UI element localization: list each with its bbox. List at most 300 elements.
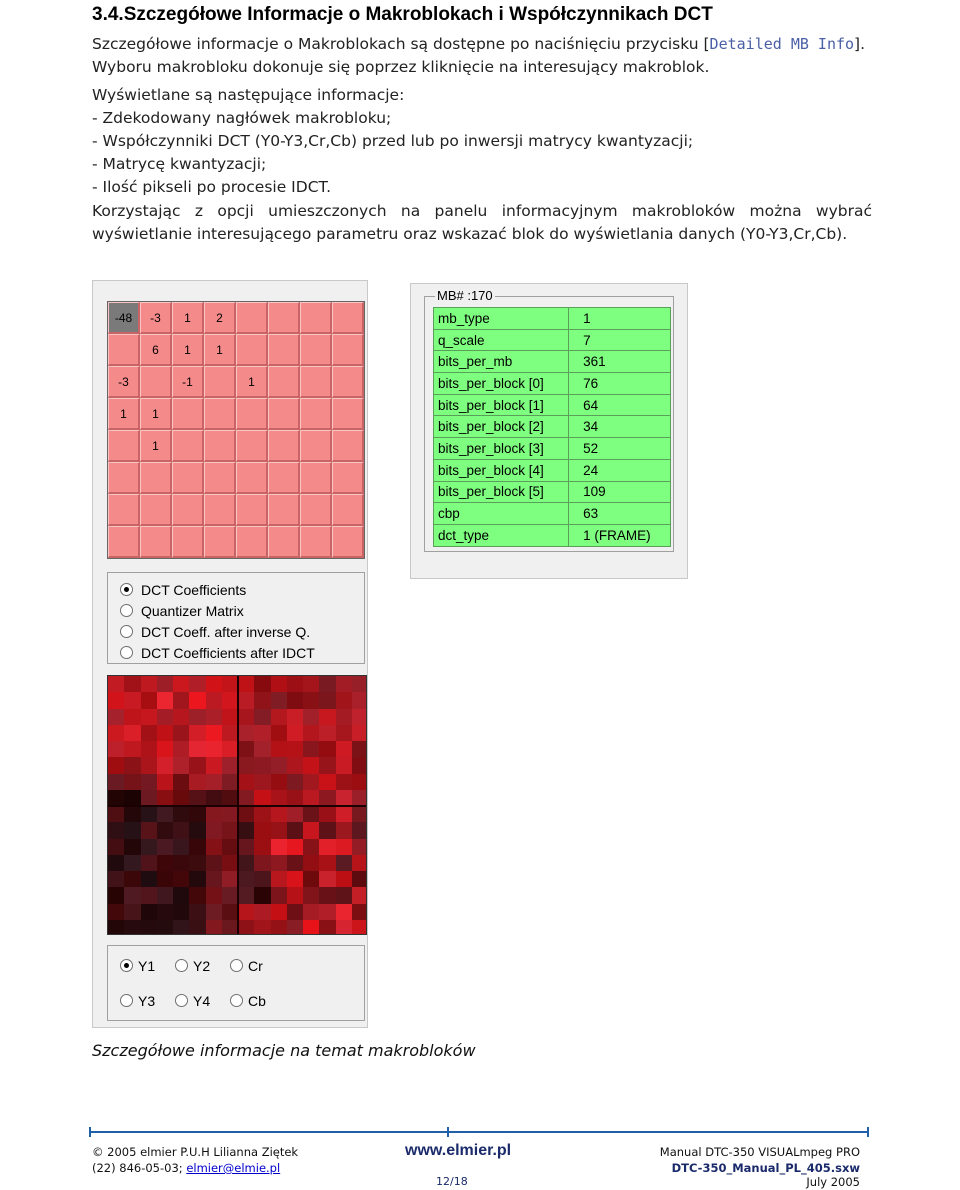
pixel <box>189 871 205 887</box>
pixel <box>222 887 238 903</box>
pixel <box>141 741 157 757</box>
dct-cell[interactable] <box>172 494 204 526</box>
footer-file-name: DTC-350_Manual_PL_405.sxw <box>671 1161 860 1175</box>
pixel <box>173 855 189 871</box>
footer-rule <box>89 1131 869 1133</box>
pixel <box>352 855 367 871</box>
pixel <box>141 757 157 773</box>
pixel <box>124 839 140 855</box>
pixel <box>238 920 254 935</box>
display-mode-option[interactable] <box>108 600 364 621</box>
pixel <box>124 676 140 692</box>
pixel <box>319 741 335 757</box>
pixel <box>352 757 367 773</box>
dct-cell[interactable]: 1 <box>140 430 172 462</box>
mb-info-field: dct_type <box>434 524 569 546</box>
footer-website[interactable]: www.elmier.pl <box>405 1142 512 1159</box>
pixel <box>173 920 189 935</box>
footer-phone: (22) 846-05-03; <box>92 1161 187 1175</box>
pixel <box>206 904 222 920</box>
pixel <box>173 806 189 822</box>
dct-cell[interactable] <box>332 526 364 558</box>
mb-coefficients-panel <box>92 280 368 1028</box>
mb-info-value: 7 <box>569 329 671 351</box>
pixel <box>303 725 319 741</box>
detailed-mb-info-label: Detailed MB Info <box>709 35 855 53</box>
dct-cell[interactable] <box>108 526 140 558</box>
footer-email-link[interactable]: elmier@elmie.pl <box>186 1161 281 1175</box>
pixel <box>206 855 222 871</box>
block-option[interactable] <box>175 993 230 1009</box>
display-mode-label: DCT Coefficients after IDCT <box>141 644 315 661</box>
pixel <box>336 904 352 920</box>
dct-cell[interactable] <box>300 366 332 398</box>
pixel <box>141 790 157 806</box>
dct-cell[interactable] <box>268 526 300 558</box>
dct-cell[interactable]: 1 <box>140 398 172 430</box>
pixel <box>352 920 367 935</box>
pixel <box>287 887 303 903</box>
pixel <box>222 904 238 920</box>
radio-button-icon[interactable] <box>120 583 133 596</box>
pixel <box>206 920 222 935</box>
dct-cell[interactable] <box>204 430 236 462</box>
dct-cell[interactable]: 1 <box>172 302 204 334</box>
dct-cell[interactable] <box>172 398 204 430</box>
mb-info-row <box>434 351 671 373</box>
pixel <box>352 790 367 806</box>
pixel <box>206 709 222 725</box>
pixel <box>173 725 189 741</box>
pixel <box>206 757 222 773</box>
pixel <box>141 774 157 790</box>
display-mode-option[interactable] <box>108 621 364 642</box>
mb-info-field: bits_per_block [3] <box>434 438 569 460</box>
dct-cell[interactable]: 1 <box>204 334 236 366</box>
pixel <box>157 822 173 838</box>
dct-cell[interactable] <box>300 430 332 462</box>
footer-rule-tick <box>447 1127 449 1137</box>
pixel <box>173 887 189 903</box>
pixel <box>108 790 124 806</box>
dct-cell[interactable]: -3 <box>140 302 172 334</box>
pixel <box>303 855 319 871</box>
radio-button-icon[interactable] <box>120 625 133 638</box>
mb-info-row <box>434 373 671 395</box>
pixel <box>173 692 189 708</box>
pixel <box>173 871 189 887</box>
pixel <box>287 774 303 790</box>
mb-info-row <box>434 481 671 503</box>
dct-cell[interactable] <box>108 462 140 494</box>
dct-cell[interactable]: 1 <box>108 398 140 430</box>
pixel <box>189 692 205 708</box>
dct-cell[interactable] <box>268 462 300 494</box>
pixel <box>287 871 303 887</box>
dct-cell[interactable] <box>172 462 204 494</box>
pixel <box>108 920 124 935</box>
pixel <box>254 822 270 838</box>
pixel <box>206 692 222 708</box>
block-option[interactable] <box>230 958 285 974</box>
radio-button-icon[interactable] <box>230 994 243 1007</box>
pixel <box>141 725 157 741</box>
radio-button-icon[interactable] <box>120 646 133 659</box>
pixel <box>222 855 238 871</box>
block-option[interactable] <box>230 993 285 1009</box>
mb-info-row <box>434 394 671 416</box>
mb-info-panel <box>410 283 688 579</box>
info-list-item: - Matrycę kwantyzacji; <box>92 155 267 173</box>
block-select-options <box>107 945 365 1021</box>
dct-cell[interactable] <box>108 494 140 526</box>
mb-info-value: 24 <box>569 459 671 481</box>
pixel <box>206 725 222 741</box>
pixel <box>352 839 367 855</box>
pixel <box>189 904 205 920</box>
dct-cell[interactable] <box>108 430 140 462</box>
section-heading: 3.4.Szczegółowe Informacje o Makroblokach i Współczynnikach DCT <box>92 4 713 25</box>
pixel <box>271 871 287 887</box>
pixel <box>303 790 319 806</box>
dct-cell[interactable] <box>332 334 364 366</box>
pixel <box>336 774 352 790</box>
pixel <box>141 904 157 920</box>
pixel <box>319 920 335 935</box>
figure-caption: Szczegółowe informacje na temat makrobloków <box>92 1041 476 1060</box>
mb-info-group <box>424 288 674 552</box>
pixel <box>336 692 352 708</box>
pixel <box>303 904 319 920</box>
dct-cell[interactable] <box>268 302 300 334</box>
block-option[interactable] <box>120 958 175 974</box>
pixel <box>141 855 157 871</box>
pixel <box>108 839 124 855</box>
display-mode-option[interactable] <box>108 642 364 663</box>
pixel <box>271 774 287 790</box>
pixel <box>352 709 367 725</box>
pixel <box>157 839 173 855</box>
pixel <box>303 839 319 855</box>
pixel <box>336 709 352 725</box>
dct-cell[interactable] <box>236 430 268 462</box>
radio-button-icon[interactable] <box>230 959 243 972</box>
pixel <box>336 822 352 838</box>
dct-cell[interactable] <box>268 494 300 526</box>
dct-cell[interactable] <box>172 526 204 558</box>
block-option-label: Cb <box>248 992 266 1009</box>
pixel <box>254 757 270 773</box>
display-mode-label: DCT Coeff. after inverse Q. <box>141 623 311 640</box>
info-list-item: - Ilość pikseli po procesie IDCT. <box>92 178 332 196</box>
pixel <box>238 676 254 692</box>
display-mode-label: Quantizer Matrix <box>141 602 244 619</box>
pixel <box>336 757 352 773</box>
pixel <box>287 741 303 757</box>
dct-cell[interactable] <box>108 334 140 366</box>
pixel <box>189 920 205 935</box>
dct-cell[interactable] <box>268 430 300 462</box>
dct-cell[interactable] <box>236 398 268 430</box>
pixel <box>287 757 303 773</box>
dct-cell[interactable] <box>332 398 364 430</box>
footer-rule-tick <box>867 1127 869 1137</box>
pixel <box>352 676 367 692</box>
pixel <box>254 887 270 903</box>
dct-cell[interactable] <box>236 462 268 494</box>
pixel <box>254 904 270 920</box>
pixel <box>271 920 287 935</box>
dct-cell[interactable]: 6 <box>140 334 172 366</box>
pixel <box>206 806 222 822</box>
pixel <box>238 757 254 773</box>
dct-cell[interactable] <box>204 398 236 430</box>
dct-cell[interactable] <box>140 462 172 494</box>
pixel <box>206 741 222 757</box>
pixel-block <box>238 806 367 935</box>
pixel <box>124 806 140 822</box>
pixel <box>173 774 189 790</box>
pixel <box>254 741 270 757</box>
pixel <box>352 741 367 757</box>
pixel <box>157 757 173 773</box>
pixel <box>238 774 254 790</box>
pixel-block <box>108 806 238 935</box>
pixel <box>336 741 352 757</box>
pixel <box>189 887 205 903</box>
pixel <box>157 709 173 725</box>
pixel <box>287 725 303 741</box>
pixel <box>108 741 124 757</box>
pixel <box>319 839 335 855</box>
dct-cell[interactable] <box>236 334 268 366</box>
dct-cell[interactable] <box>268 398 300 430</box>
pixel <box>173 741 189 757</box>
dct-cell[interactable]: 1 <box>172 334 204 366</box>
pixel <box>157 855 173 871</box>
pixel <box>319 676 335 692</box>
dct-cell[interactable] <box>140 366 172 398</box>
mb-info-row <box>434 459 671 481</box>
dct-cell[interactable] <box>300 462 332 494</box>
pixel <box>287 709 303 725</box>
pixel <box>189 676 205 692</box>
pixel <box>124 855 140 871</box>
mb-info-value: 34 <box>569 416 671 438</box>
display-mode-label: DCT Coefficients <box>141 581 247 598</box>
dct-cell[interactable] <box>268 334 300 366</box>
pixel <box>303 757 319 773</box>
dct-cell[interactable] <box>300 334 332 366</box>
pixel <box>222 709 238 725</box>
pixel <box>124 692 140 708</box>
pixel <box>222 757 238 773</box>
pixel <box>173 709 189 725</box>
mb-number-label: MB# :170 <box>437 288 493 303</box>
pixel <box>336 839 352 855</box>
display-mode-option[interactable] <box>108 579 364 600</box>
pixel <box>352 871 367 887</box>
dct-cell[interactable] <box>300 398 332 430</box>
pixel <box>336 790 352 806</box>
pixel <box>254 855 270 871</box>
mb-info-field: bits_per_block [2] <box>434 416 569 438</box>
pixel <box>319 757 335 773</box>
dct-cell[interactable]: -48 <box>108 302 140 334</box>
pixel <box>319 806 335 822</box>
dct-cell[interactable] <box>236 302 268 334</box>
mb-info-row <box>434 416 671 438</box>
pixel <box>141 920 157 935</box>
dct-cell[interactable] <box>268 366 300 398</box>
pixel <box>271 887 287 903</box>
dct-cell[interactable]: -1 <box>172 366 204 398</box>
footer-page-number: 12/18 <box>436 1175 468 1188</box>
dct-cell[interactable] <box>140 494 172 526</box>
pixel <box>271 692 287 708</box>
radio-button-icon[interactable] <box>120 604 133 617</box>
pixel <box>222 790 238 806</box>
dct-cell[interactable] <box>204 494 236 526</box>
pixel <box>206 774 222 790</box>
dct-cell[interactable]: 1 <box>236 366 268 398</box>
pixel <box>108 822 124 838</box>
pixel <box>108 774 124 790</box>
pixel <box>254 709 270 725</box>
info-list-intro: Wyświetlane są następujące informacje: <box>92 86 405 104</box>
pixel <box>303 774 319 790</box>
pixel <box>189 806 205 822</box>
pixel <box>287 839 303 855</box>
pixel <box>352 904 367 920</box>
pixel <box>352 692 367 708</box>
radio-button-icon[interactable] <box>120 959 133 972</box>
pixel <box>238 741 254 757</box>
pixel <box>319 904 335 920</box>
pixel <box>189 822 205 838</box>
mb-info-value: 1 (FRAME) <box>569 524 671 546</box>
mb-info-row <box>434 503 671 525</box>
pixel <box>319 790 335 806</box>
pixel <box>287 855 303 871</box>
mb-info-value: 76 <box>569 373 671 395</box>
dct-cell[interactable] <box>332 494 364 526</box>
dct-cell[interactable] <box>300 302 332 334</box>
radio-button-icon[interactable] <box>120 994 133 1007</box>
block-option-label: Y4 <box>193 992 211 1009</box>
info-list-item: - Współczynniki DCT (Y0-Y3,Cr,Cb) przed lub po inwersji matrycy kwantyzacji; <box>92 132 694 150</box>
pixel <box>108 709 124 725</box>
dct-cell[interactable] <box>236 526 268 558</box>
mb-info-field: bits_per_block [0] <box>434 373 569 395</box>
pixel <box>108 904 124 920</box>
pixel <box>141 676 157 692</box>
dct-cell[interactable] <box>332 302 364 334</box>
dct-cell[interactable]: -3 <box>108 366 140 398</box>
pixel <box>254 725 270 741</box>
dct-cell[interactable] <box>204 366 236 398</box>
dct-cell[interactable] <box>204 526 236 558</box>
mb-info-field: cbp <box>434 503 569 525</box>
pixel <box>287 676 303 692</box>
pixel <box>222 725 238 741</box>
mb-info-field: bits_per_block [5] <box>434 481 569 503</box>
mb-info-field: mb_type <box>434 308 569 330</box>
paragraph-intro-text-2: ]. Wyboru makrobloku dokonuje się poprzez kliknięcie na interesujący makroblok. <box>92 35 866 76</box>
pixel <box>352 806 367 822</box>
pixel <box>157 676 173 692</box>
block-options-row <box>108 950 364 981</box>
pixel <box>206 822 222 838</box>
dct-cell[interactable] <box>236 494 268 526</box>
pixel <box>303 871 319 887</box>
pixel <box>271 709 287 725</box>
pixel <box>254 839 270 855</box>
pixel <box>222 741 238 757</box>
dct-cell[interactable] <box>300 494 332 526</box>
footer-copyright: © 2005 elmier P.U.H Lilianna Ziętek <box>92 1145 299 1159</box>
pixel <box>254 790 270 806</box>
block-option[interactable] <box>175 958 230 974</box>
dct-coefficient-grid[interactable] <box>107 301 365 559</box>
block-option[interactable] <box>120 993 175 1009</box>
pixel-block <box>108 676 238 806</box>
pixel <box>222 692 238 708</box>
pixel <box>157 920 173 935</box>
mb-info-field: bits_per_block [4] <box>434 459 569 481</box>
dct-cell[interactable]: 2 <box>204 302 236 334</box>
pixel <box>271 822 287 838</box>
block-option-label: Cr <box>248 957 263 974</box>
block-option-label: Y1 <box>138 957 156 974</box>
dct-cell[interactable] <box>300 526 332 558</box>
footer-contact <box>92 1161 280 1175</box>
pixel <box>287 904 303 920</box>
pixel-block <box>238 676 367 806</box>
pixel <box>238 692 254 708</box>
pixel <box>124 725 140 741</box>
pixel <box>271 757 287 773</box>
mb-info-field: q_scale <box>434 329 569 351</box>
pixel <box>206 676 222 692</box>
pixel <box>189 774 205 790</box>
pixel <box>124 904 140 920</box>
pixel <box>141 692 157 708</box>
mb-info-value: 64 <box>569 394 671 416</box>
pixel <box>238 904 254 920</box>
mb-info-value: 1 <box>569 308 671 330</box>
pixel <box>108 806 124 822</box>
radio-button-icon[interactable] <box>175 994 188 1007</box>
pixel <box>254 871 270 887</box>
dct-cell[interactable] <box>204 462 236 494</box>
radio-button-icon[interactable] <box>175 959 188 972</box>
dct-cell[interactable] <box>332 430 364 462</box>
pixel <box>206 839 222 855</box>
dct-cell[interactable] <box>140 526 172 558</box>
pixel <box>271 904 287 920</box>
pixel <box>271 855 287 871</box>
dct-cell[interactable] <box>332 462 364 494</box>
pixel <box>108 692 124 708</box>
dct-cell[interactable] <box>172 430 204 462</box>
pixel <box>157 871 173 887</box>
dct-cell[interactable] <box>332 366 364 398</box>
pixel <box>303 822 319 838</box>
pixel <box>157 904 173 920</box>
pixel <box>222 871 238 887</box>
mb-info-row <box>434 524 671 546</box>
